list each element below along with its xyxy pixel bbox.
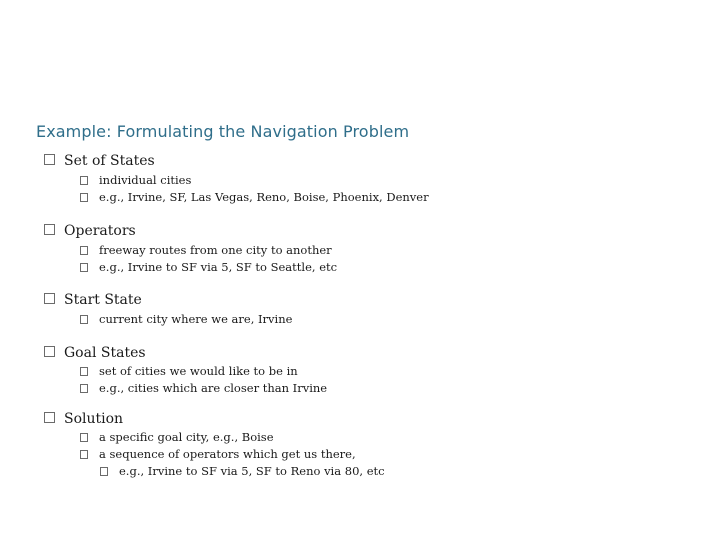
bullet-start-state [44, 292, 142, 308]
slide-title: Example: Formulating the Navigation Problem [36, 122, 410, 141]
square-bullet-icon [44, 224, 55, 235]
list-subitem: e.g., Irvine to SF via 5, SF to Reno via 80, etc [100, 464, 385, 478]
list-item: e.g., Irvine, SF, Las Vegas, Reno, Boise, Phoenix, Denver [80, 190, 429, 204]
square-bullet-icon [80, 176, 88, 185]
square-bullet-icon [80, 450, 88, 459]
heading-goal-states: Goal States [64, 345, 146, 361]
square-bullet-icon [80, 433, 88, 442]
square-bullet-icon [80, 315, 88, 324]
list-item: current city where we are, Irvine [80, 312, 292, 326]
square-bullet-icon [44, 412, 55, 423]
square-bullet-icon [44, 293, 55, 304]
bullet-goal-states [44, 345, 146, 361]
square-bullet-icon [44, 154, 55, 165]
list-item: e.g., cities which are closer than Irvine [80, 381, 327, 395]
bullet-operators [44, 223, 136, 239]
square-bullet-icon [80, 193, 88, 202]
square-bullet-icon [80, 367, 88, 376]
square-bullet-icon [80, 384, 88, 393]
heading-start-state: Start State [64, 292, 142, 308]
list-item: e.g., Irvine to SF via 5, SF to Seattle, etc [80, 260, 337, 274]
list-item: freeway routes from one city to another [80, 243, 332, 257]
heading-operators: Operators [64, 223, 136, 239]
square-bullet-icon [100, 467, 108, 476]
list-item: individual cities [80, 173, 191, 187]
square-bullet-icon [80, 246, 88, 255]
list-item: set of cities we would like to be in [80, 364, 298, 378]
square-bullet-icon [44, 346, 55, 357]
heading-set-of-states: Set of States [64, 153, 155, 169]
bullet-solution [44, 411, 123, 427]
list-item: a specific goal city, e.g., Boise [80, 430, 274, 444]
heading-solution: Solution [64, 411, 124, 427]
list-item: a sequence of operators which get us there, [80, 447, 356, 461]
bullet-set-of-states [44, 153, 155, 169]
square-bullet-icon [80, 263, 88, 272]
